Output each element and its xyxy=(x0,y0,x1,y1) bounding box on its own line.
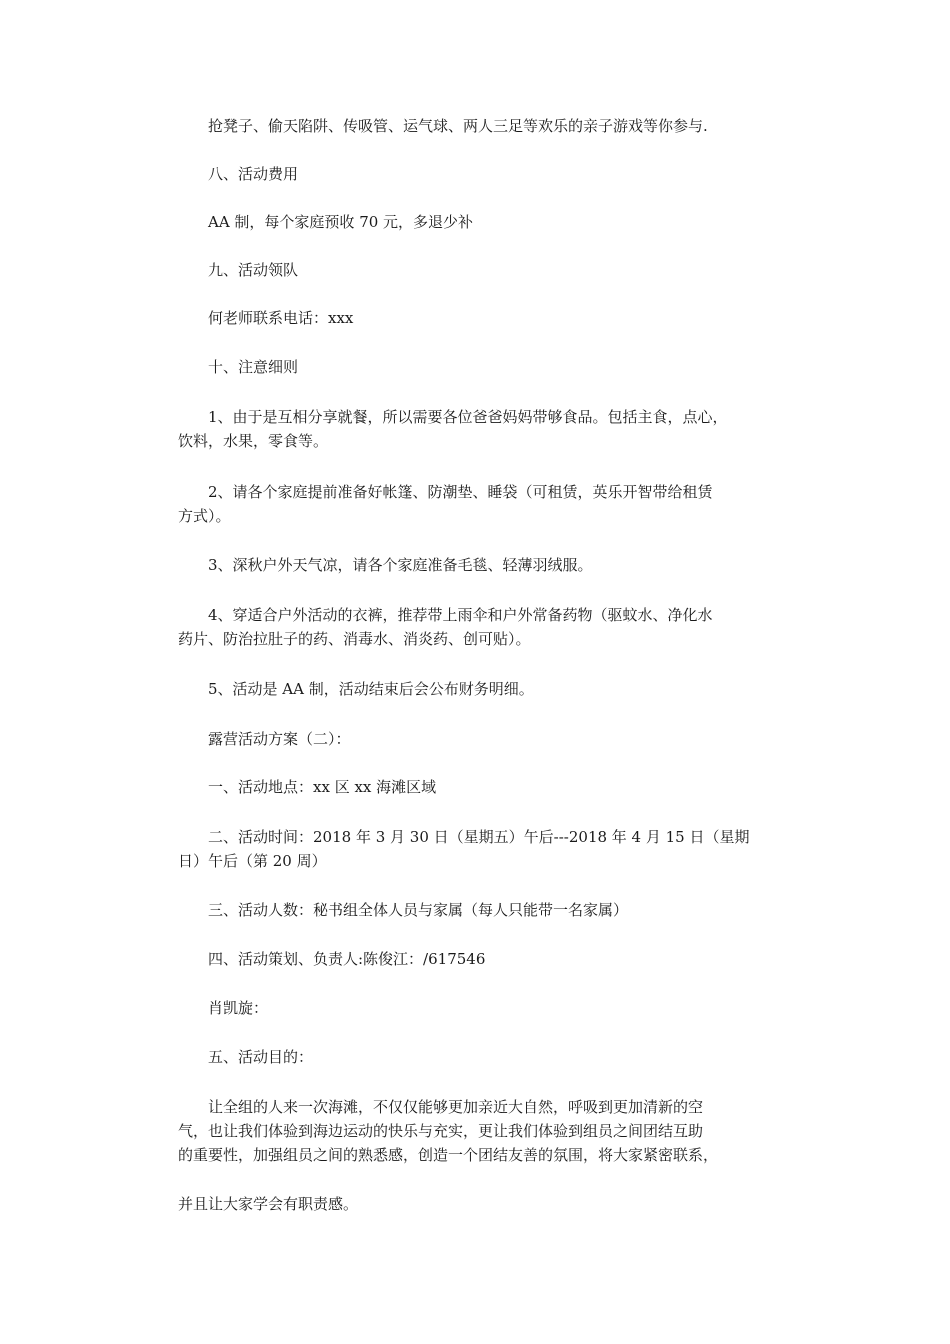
section-heading-purpose xyxy=(178,1045,778,1069)
paragraph-time xyxy=(178,825,778,873)
paragraph-line: 八、活动费用 xyxy=(208,165,299,183)
paragraph-line: 让全组的人来一次海滩，不仅仅能够更加亲近大自然，呼吸到更加清新的空 xyxy=(208,1098,704,1116)
paragraph-line: 五、活动目的： xyxy=(208,1048,314,1066)
paragraph-organizer-2 xyxy=(178,996,778,1020)
paragraph-note-4 xyxy=(178,603,778,651)
section-heading-notes xyxy=(178,355,778,379)
paragraph-line: 气，也让我们体验到海边运动的快乐与充实，更让我们体验到组员之间团结互助 xyxy=(178,1122,704,1140)
paragraph-line: 1、由于是互相分享就餐，所以需要各位爸爸妈妈带够食品。包括主食，点心， xyxy=(208,408,728,426)
paragraph-line: 一、活动地点：xx 区 xx 海滩区域 xyxy=(208,778,437,796)
paragraph-line: 十、注意细则 xyxy=(208,358,299,376)
paragraph-line: 九、活动领队 xyxy=(208,261,299,279)
section-title-plan-2 xyxy=(178,727,778,751)
paragraph-line: 二、活动时间：2018 年 3 月 30 日（星期五）午后---2018 年 4 月 15 日（星期 xyxy=(208,828,750,846)
paragraph-line: 肖凯旋： xyxy=(208,999,269,1017)
paragraph-participants xyxy=(178,898,778,922)
paragraph-line: AA 制，每个家庭预收 70 元，多退少补 xyxy=(208,213,474,231)
paragraph-line: 方式）。 xyxy=(178,507,231,525)
paragraph-line: 抢凳子、偷天陷阱、传吸管、运气球、两人三足等欢乐的亲子游戏等你参与. xyxy=(208,117,708,135)
paragraph-organizer xyxy=(178,947,778,971)
paragraph-line: 药片、防治拉肚子的药、消毒水、消炎药、创可贴）。 xyxy=(178,630,531,648)
paragraph-note-5 xyxy=(178,677,778,701)
paragraph-line: 露营活动方案（二）： xyxy=(208,730,351,748)
paragraph-line: 四、活动策划、负责人:陈俊江：/617546 xyxy=(208,950,486,968)
paragraph-location xyxy=(178,775,778,799)
paragraph-note-1 xyxy=(178,405,778,453)
paragraph-note-2 xyxy=(178,480,778,528)
paragraph-line: 饮料，水果，零食等。 xyxy=(178,432,329,450)
paragraph-fee xyxy=(178,210,778,234)
paragraph-purpose xyxy=(178,1095,778,1167)
paragraph-leader-contact xyxy=(178,306,778,330)
paragraph-line: 4、穿适合户外活动的衣裤，推荐带上雨伞和户外常备药物（驱蚊水、净化水 xyxy=(208,606,713,624)
paragraph-line: 5、活动是 AA 制，活动结束后会公布财务明细。 xyxy=(208,680,534,698)
paragraph-note-3 xyxy=(178,553,778,577)
section-heading-fee xyxy=(178,162,778,186)
paragraph-line: 三、活动人数：秘书组全体人员与家属（每人只能带一名家属） xyxy=(208,901,629,919)
paragraph-games xyxy=(178,114,778,138)
paragraph-line: 3、深秋户外天气凉，请各个家庭准备毛毯、轻薄羽绒服。 xyxy=(208,556,593,574)
paragraph-purpose-end xyxy=(178,1192,778,1216)
paragraph-line: 并且让大家学会有职责感。 xyxy=(178,1195,359,1213)
paragraph-line: 2、请各个家庭提前准备好帐篷、防潮垫、睡袋（可租赁，英乐开智带给租赁 xyxy=(208,483,713,501)
paragraph-line: 何老师联系电话：xxx xyxy=(208,309,354,327)
paragraph-line: 日）午后（第 20 周） xyxy=(178,852,327,870)
paragraph-line: 的重要性，加强组员之间的熟悉感，创造一个团结友善的氛围，将大家紧密联系， xyxy=(178,1146,719,1164)
section-heading-leader xyxy=(178,258,778,282)
